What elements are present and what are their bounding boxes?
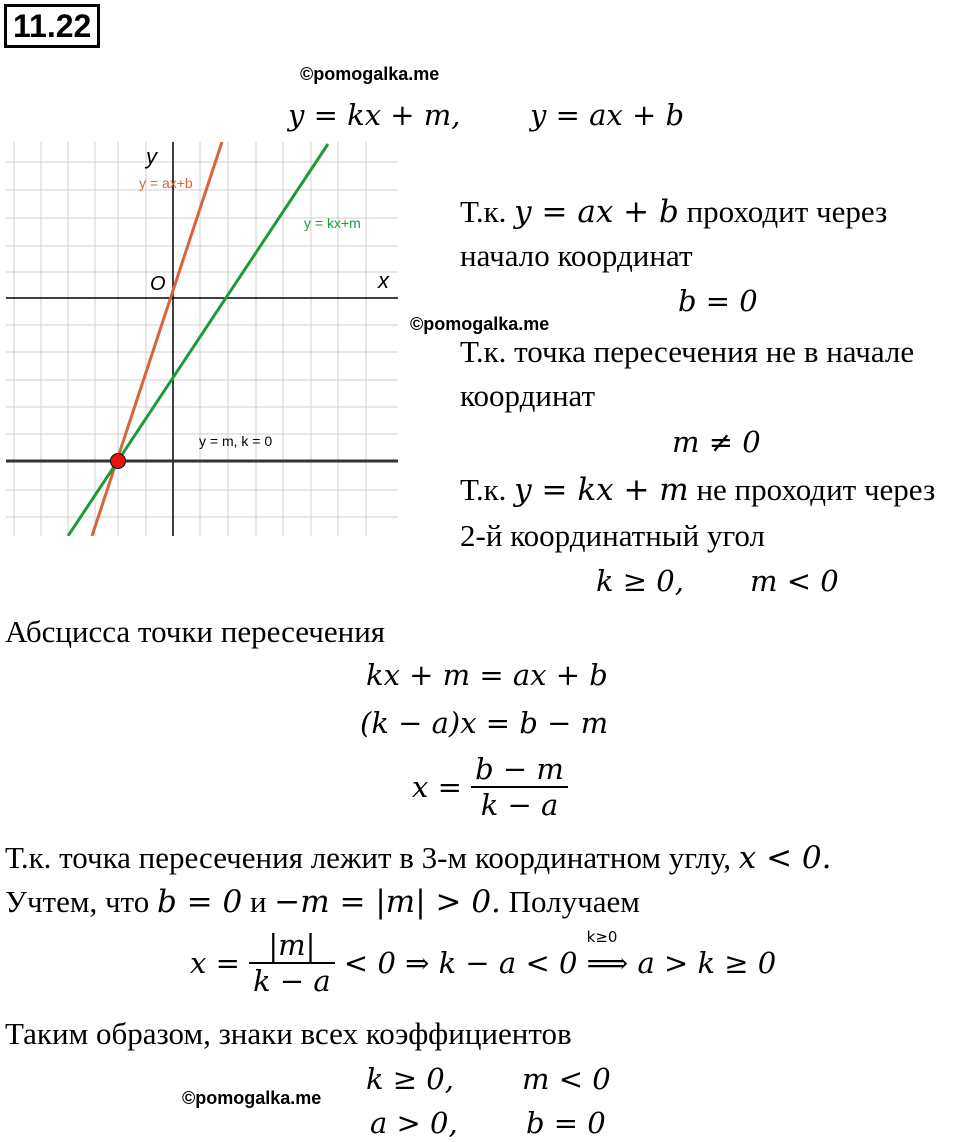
consider-line bbox=[5, 884, 640, 920]
watermark-top: ©pomogalka.me bbox=[300, 64, 440, 84]
math: b = 0 bbox=[156, 884, 243, 920]
right-line-6: 2-й координатный угол bbox=[460, 518, 765, 553]
equation-4 bbox=[190, 928, 776, 998]
right-line-2: начало координат bbox=[460, 238, 693, 273]
final-b: b = 0 bbox=[526, 1106, 606, 1140]
arrow-condition: k≥0 bbox=[586, 928, 618, 946]
equation-1: kx + m = ax + b bbox=[366, 658, 608, 692]
right-line-3: Т.к. точка пересечения не в начале bbox=[460, 334, 915, 369]
denominator: k − a bbox=[480, 788, 559, 822]
equation-m-neg: m < 0 bbox=[750, 564, 839, 598]
right-line-5 bbox=[460, 472, 935, 508]
header-equation-1: y = kx + m, bbox=[288, 98, 461, 132]
text: Т.к. точка пересечения лежит в 3-м координатном углу, bbox=[5, 840, 731, 875]
numerator: |m| bbox=[249, 928, 335, 964]
third-quadrant-line bbox=[5, 840, 832, 876]
text: и bbox=[249, 884, 267, 919]
line-kx-m bbox=[68, 144, 328, 536]
rhs-1: < 0 ⇒ k − a < 0 bbox=[343, 946, 578, 980]
line-kx-m-label: y = kx+m bbox=[304, 215, 361, 231]
equation-m-nonzero: m ≠ 0 bbox=[672, 425, 761, 459]
fraction bbox=[471, 752, 568, 822]
math: y = kx + m bbox=[514, 472, 689, 508]
math: −m = |m| > 0. bbox=[274, 884, 501, 920]
watermark-bottom: ©pomogalka.me bbox=[182, 1088, 322, 1108]
equation-b-zero: b = 0 bbox=[678, 284, 758, 318]
watermark-middle: ©pomogalka.me bbox=[410, 314, 550, 334]
lhs: x = bbox=[412, 770, 462, 804]
text: не проходит через bbox=[696, 472, 936, 507]
conclusion-line: Таким образом, знаки всех коэффициентов bbox=[5, 1016, 572, 1051]
coordinate-graph bbox=[6, 142, 398, 536]
line-ax-b bbox=[92, 142, 222, 536]
numerator: b − m bbox=[471, 752, 568, 788]
text: Т.к. bbox=[460, 194, 507, 229]
axis-x-label: x bbox=[378, 268, 389, 293]
arrow: ⟹ bbox=[586, 946, 629, 980]
intersection-point bbox=[111, 454, 126, 469]
right-line-1 bbox=[460, 194, 887, 230]
text: Т.к. bbox=[460, 472, 507, 507]
problem-number: 11.22 bbox=[4, 4, 100, 48]
denominator: k − a bbox=[253, 964, 331, 998]
text: Получаем bbox=[508, 884, 640, 919]
text: Учтем, что bbox=[5, 884, 150, 919]
final-a: a > 0, bbox=[370, 1106, 458, 1140]
math: x < 0. bbox=[738, 840, 832, 876]
math: y = ax + b bbox=[514, 194, 679, 230]
equation-3 bbox=[412, 752, 568, 822]
rhs-2: a > k ≥ 0 bbox=[637, 946, 777, 980]
abscissa-heading: Абсцисса точки пересечения bbox=[5, 614, 386, 649]
right-line-4: координат bbox=[460, 378, 596, 413]
equation-k-nonneg: k ≥ 0, bbox=[596, 564, 684, 598]
final-k: k ≥ 0, bbox=[366, 1062, 454, 1096]
implies-arrow bbox=[586, 928, 629, 980]
final-m: m < 0 bbox=[522, 1062, 611, 1096]
text: проходит через bbox=[686, 194, 888, 229]
header-equation-2: y = ax + b bbox=[530, 98, 685, 132]
fraction bbox=[249, 928, 335, 998]
equation-2: (k − a)x = b − m bbox=[360, 706, 609, 740]
lhs: x = bbox=[190, 946, 240, 980]
line-ax-b-label: y = ax+b bbox=[139, 175, 193, 191]
axis-y-label: y bbox=[146, 144, 157, 169]
origin-label: O bbox=[150, 273, 166, 295]
line-m-label: y = m, k = 0 bbox=[199, 433, 273, 449]
